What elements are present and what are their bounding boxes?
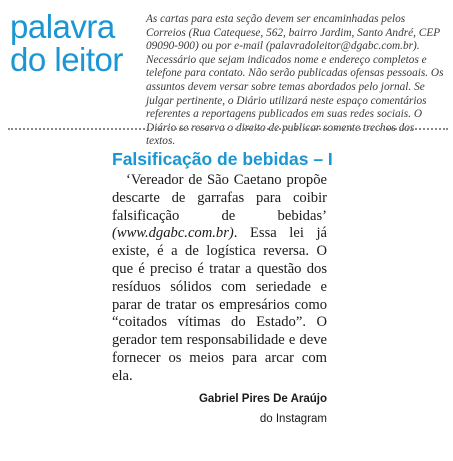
letter-signature xyxy=(112,392,327,426)
submission-guidelines: As cartas para esta seção devem ser encaminhadas pelos Correios (Rua Catequese, 562, bairro Jardim, Santo André, CEP 09090-900) ou por e-mail (palavradoleitor@dgabc.com.br). Necessário que sejam indicados nome e endereço completos e telefone para contato. Não serão publicadas ofensas pessoais. Os assuntos devem versar sobre temas abordados pelo jornal. Se julgar pertinente, o Diário utilizará neste espaço comentários referentes a reportagens publicados em suas redes sociais. O Diário se reserva o direito de publicar somente trechos dos textos. xyxy=(146,13,444,148)
section-masthead xyxy=(10,10,135,76)
dotted-divider xyxy=(8,128,448,130)
letter-headline: Falsificação de bebidas – I xyxy=(112,149,333,169)
letter-author: Gabriel Pires De Araújo xyxy=(198,392,327,405)
masthead-line-2: do leitor xyxy=(10,41,123,78)
letter-body-part-1: ‘Vereador de São Caetano propõe descarte de garrafas para coibir falsificação de bebidas’ xyxy=(112,172,327,224)
letter-url: (www.dgabc.com.br) xyxy=(112,225,234,242)
letter-source: do Instagram xyxy=(259,412,327,425)
masthead-line-1: palavra xyxy=(10,8,115,45)
letter-body-part-2: . Essa lei já existe, é a de logística reversa. O que é preciso é tratar a questão dos resíduos sólidos com seriedade e parar de tratar os empresários como “coitados vítimas do Estado”. O gerador tem responsabilidade e deve fornecer os meios para arcar com ela. xyxy=(112,225,327,384)
letter-body xyxy=(112,172,327,386)
reader-letter xyxy=(112,149,333,426)
